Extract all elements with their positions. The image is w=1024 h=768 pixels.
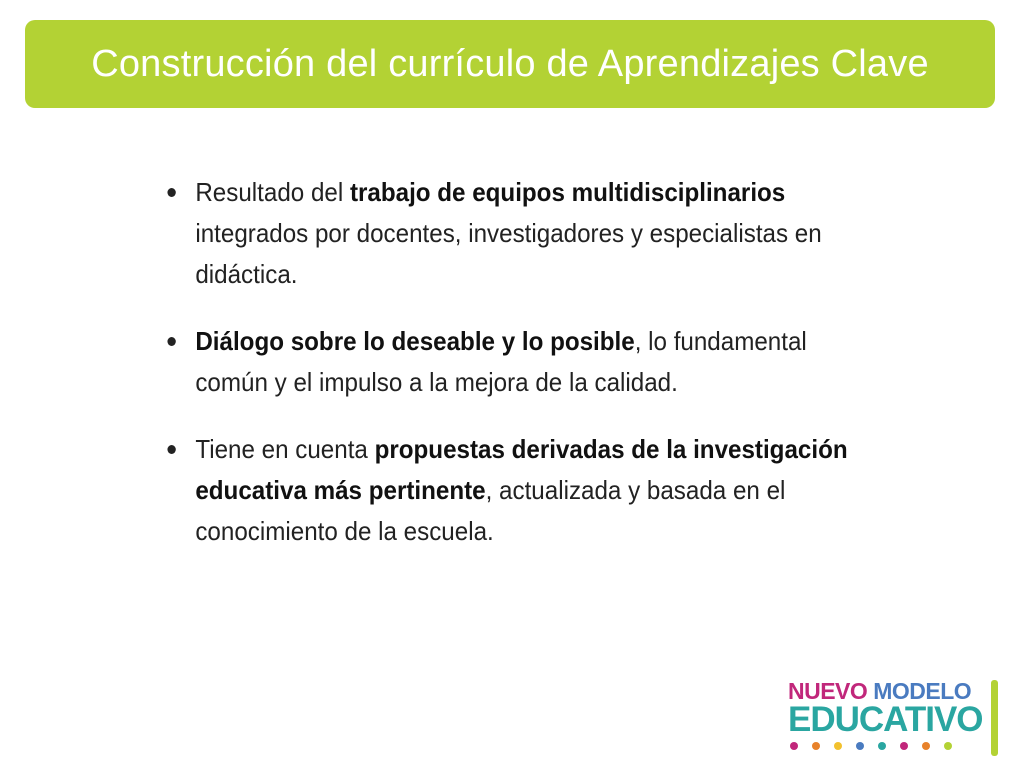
bullet-1-bold: trabajo de equipos multidisciplinarios — [349, 177, 786, 207]
bullet-1-text-b: integrados por docentes, investigadores y especialistas en didáctica. — [195, 218, 822, 289]
bullet-2-bold: Diálogo sobre lo deseable y lo posible — [195, 326, 635, 356]
logo-word-nuevo: NUEVO — [788, 678, 868, 704]
bullet-item-3 — [160, 429, 867, 552]
bullet-3-text-b: , actualizada y basada en el conocimiento de la escuela. — [195, 475, 786, 546]
logo-word-modelo: MODELO — [873, 678, 972, 704]
nuevo-modelo-educativo-logo — [788, 678, 1003, 758]
logo-accent-bar — [991, 680, 998, 756]
bullet-3-bold: propuestas derivadas de la investigación educativa más pertinente — [195, 434, 848, 505]
bullet-1-text-a: Resultado del — [195, 177, 350, 207]
bullet-dot-icon — [167, 337, 175, 346]
bullet-dot-icon — [167, 445, 175, 454]
bullet-item-2 — [160, 321, 867, 403]
logo-word-educativo: EDUCATIVO — [788, 700, 983, 739]
logo-dots — [790, 742, 952, 750]
logo-dot-8 — [944, 742, 952, 750]
bullet-item-1 — [160, 172, 867, 295]
bullet-3-text-a: Tiene en cuenta — [195, 434, 375, 464]
bullet-2-text: , lo fundamental común y el impulso a la mejora de la calidad. — [195, 326, 807, 397]
logo-dot-1 — [790, 742, 798, 750]
logo-dot-2 — [812, 742, 820, 750]
slide-title: Construcción del currículo de Aprendizajes Clave — [91, 42, 929, 85]
logo-dot-6 — [900, 742, 908, 750]
title-banner — [25, 20, 995, 108]
logo-dot-3 — [834, 742, 842, 750]
bullet-list — [160, 172, 920, 578]
bullet-dot-icon — [167, 188, 175, 197]
logo-dot-7 — [922, 742, 930, 750]
logo-dot-4 — [856, 742, 864, 750]
logo-dot-5 — [878, 742, 886, 750]
